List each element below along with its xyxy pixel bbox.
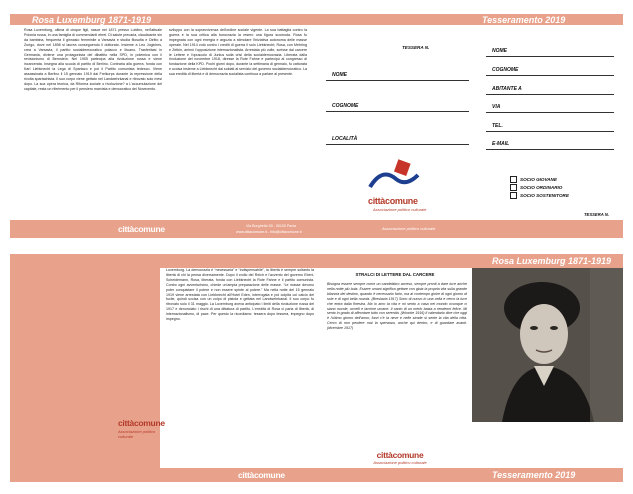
header-title-bottom: Rosa Luxemburg 1871-1919 — [492, 256, 612, 266]
right-form-abitante: ABITANTE A — [492, 86, 522, 92]
left-panel — [10, 268, 165, 468]
brand-logo-text-bottom: cittàcomune — [118, 418, 165, 428]
checkbox-socio-ordinario[interactable] — [510, 184, 562, 191]
right-form-line-4 — [486, 112, 614, 113]
left-form-line-2 — [326, 111, 469, 112]
right-form-email: E-MAIL — [492, 141, 510, 147]
footer-bar-bottom — [10, 468, 623, 482]
header-bar — [10, 14, 623, 25]
portrait-photo — [472, 268, 623, 422]
checkbox-box[interactable] — [510, 184, 517, 191]
left-form-line-3 — [326, 144, 469, 145]
checkbox-label: SOCIO GIOVANE — [520, 177, 557, 182]
story-column: Luxemburg. La democrazia è “necessaria” e “indispensabile”, la libertà è sempre soltanto la libertà di chi la pensa diversamente. Dopo il crollo del Reich e l'avvento del governo Ebert-Scheidemann, Rosa, liberata, fonda con Liebknecht la Rote Fahne e il partito comunista. Contro ogni avventurismo, chiede un'ampia preparazione delle masse. “Le masse devono poter conquistare il potere e non essere spinte al potere.” Ma nella notte del 15 gennaio 1919 viene arrestata con Liebknecht all'Hotel Eden, interrogata e poi colpita col calcio del fucile, quindi uccisa con un colpo di pistola e gettata nel Landwehrkanal. Il suo corpo fu ritrovato solo il 31 maggio. La Luxemburg aveva anticipato i limiti della rivoluzione russa del 1917 e denunciato i rischi di una dittatura di partito. L'eredità di Rosa ci parla di libertà, di internazionalismo, di pace. Per questo la ricordiamo: tessera dopo tessera, impegno dopo impegno. — [166, 268, 314, 322]
letters-title: STRALCI DI LETTERE DAL CARCERE — [355, 272, 435, 277]
checkbox-socio-sostenitore[interactable] — [510, 192, 569, 199]
left-form-line-1 — [326, 80, 469, 81]
center-brand-text: cittàcomune — [376, 450, 424, 460]
header-title-left: Rosa Luxemburg 1871-1919 — [32, 15, 152, 25]
bio-column-2: sviluppo con la sopravvivenza dell'ordine sociale vigente. La sua battaglia contro la guerra e la sua critica alla burocrazia la resero una figura scomoda. Rosa fu impegnata con ogni energia e arguzia a stimolare l'iniziativa autonoma delle masse operaie. Nel 1914 votò contro i crediti di guerra il solo Liebknecht; Rosa, con Mehring e Zetkin, animò l'opposizione internazionalista. Arrestata più volte, scrisse dal carcere le Lettere e l'opuscolo di Junius sulla crisi della socialdemocrazia. Liberata dalla rivoluzione del novembre 1918, diresse la Rote Fahne e partecipò al congresso di fondazione della KPD. Pochi giorni dopo, durante la settimana di gennaio, fu catturata e uccisa insieme a Liebknecht dai soldati al servizio del governo socialdemocratico. La sua eredità di libertà e di democrazia socialista continua a parlare al presente. — [169, 28, 307, 77]
footer-tesseramento: Tesseramento 2019 — [492, 470, 576, 480]
right-form-line-2 — [486, 75, 614, 76]
form-title: TESSERA N. — [402, 45, 430, 50]
center-brand-block — [360, 450, 440, 465]
left-form-localita: LOCALITÀ — [332, 136, 358, 142]
right-form-tel: TEL. — [492, 123, 503, 129]
right-form-line-1 — [486, 56, 614, 57]
brand-subtitle-bottom: Associazione politico culturale — [118, 429, 156, 439]
header-bar-bottom — [10, 254, 623, 268]
checkbox-box[interactable] — [510, 192, 517, 199]
footer-brand-bottom: cittàcomune — [238, 470, 285, 480]
center-brand-sub: Associazione politico culturale — [373, 460, 427, 465]
right-form-via: VIA — [492, 104, 501, 110]
footer-brand: cittàcomune — [118, 224, 165, 234]
checkbox-label: SOCIO ORDINARIO — [520, 185, 563, 190]
left-form-cognome: COGNOME — [332, 103, 359, 109]
right-form-cognome: COGNOME — [492, 67, 519, 73]
right-form-line-6 — [486, 149, 614, 150]
checkbox-box[interactable] — [510, 176, 517, 183]
tessera-number-label: TESSERA N. — [584, 212, 609, 217]
right-form-line-5 — [486, 131, 614, 132]
letters-text: Bisogna essere sempre come un candelabro acceso, sempre pronti a dare luce anche nella notte più buia. Essere umani significa gettare con gioia la propria vita sulla grande bilancia del destino, quando è necessario farlo, ma al contempo gioire di ogni giorno di sole e di ogni bella nuvola. (Breslavia 1917) Sono di nuovo in una cella e cerco la luce che entra dalla finestra. Ma io amo la vita e mi sento a casa nel mondo ovunque ci siano nuvole, uccelli e lacrime umane. Il canto di un merlo basta a rendermi felice. Mi sento in grado di affrontare tutto con serenità. (Wronke 1916) Il calendario dice che oggi è l'ultimo giorno dell'anno; fuori c'è la neve e nelle strade si sente la vita della città. Cerco di non perdere mai la speranza, anche qui dentro, e di guardare avanti. (dicembre 1917) — [327, 282, 467, 331]
footer-contact: www.cittacomune.it - info@cittacomune.it — [236, 230, 302, 234]
brand-subtitle: Associazione politico culturale — [373, 207, 427, 212]
checkbox-socio-giovane[interactable] — [510, 176, 557, 183]
right-form-nome: NOME — [492, 48, 507, 54]
footer-address: Via Borghetto 00 - 00100 Pavia — [246, 224, 296, 228]
membership-card-back — [10, 254, 623, 482]
left-form-nome: NOME — [332, 72, 347, 78]
brand-logo-text: cittàcomune — [368, 196, 418, 206]
right-form-line-3 — [486, 94, 614, 95]
checkbox-label: SOCIO SOSTENITORE — [520, 193, 569, 198]
footer-brand-sub: Associazione politico culturale — [382, 226, 436, 231]
header-title-right: Tesseramento 2019 — [482, 15, 566, 25]
bio-column-1: Rosa Luxemburg, ultima di cinque figli, nasce nel 1871 presso Lublino, nell'attuale Polonia russa, in una famiglia di commercianti ebrei. Di salute precaria, claudicante sin da bambina, frequenta il ginnasio femminile a Varsavia e studia filosofia e Diritto a Zurigo, dove nel 1898 si laurea conseguendo il dottorato. Insieme a Leo Jogiches, crea a Varsavia, il partito socialdemocratico polacco e lituano. Trasferitasi in Germania, diviene una protagonista del dibattito nella SPD, in polemica con il revisionismo di Bernstein. Nel 1905 partecipa alla rivoluzione russa e viene incarcerata. Insegna alla scuola di partito di Berlino. Contraria alla guerra, fonda con Karl Liebknecht la Lega di Spartaco e poi il Partito comunista tedesco. Viene assassinata a Berlino il 15 gennaio 1919 dai Freikorps durante la repressione della rivolta spartachista. Il suo corpo viene gettato nel Landwehrkanal e ritrovato solo mesi dopo. La sua opera teorica, da Riforma sociale o rivoluzione? a L'accumulazione del capitale, resta un riferimento per il pensiero marxista e democratico del Novecento. — [24, 28, 162, 91]
footer-bar — [10, 220, 623, 238]
membership-card-front — [10, 14, 623, 234]
cittacomune-logo-icon — [366, 157, 422, 197]
